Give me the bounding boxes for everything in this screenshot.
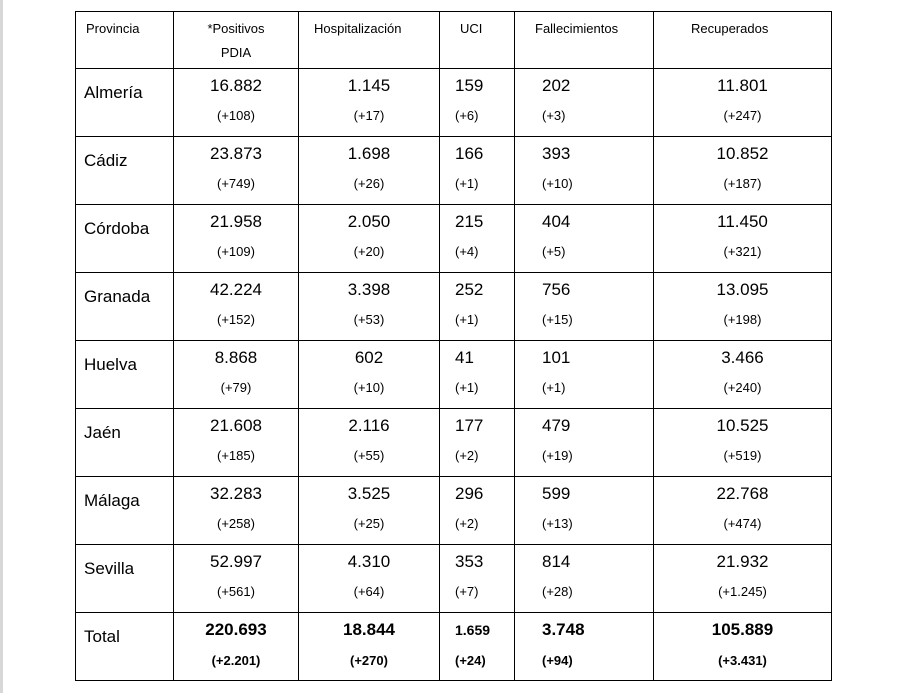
positivos-delta: (+749) xyxy=(217,176,255,191)
fallecimientos-cell xyxy=(515,477,654,545)
recuperados-value: 22.768 xyxy=(716,484,769,503)
provincia-cell xyxy=(76,341,174,409)
fallecimientos-delta: (+5) xyxy=(542,244,566,259)
header-positivos xyxy=(174,12,299,69)
provincia-cell xyxy=(76,137,174,205)
fallecimientos-cell xyxy=(515,69,654,137)
hospitalizacion-delta: (+55) xyxy=(353,448,385,463)
positivos-cell xyxy=(174,69,299,137)
provincia-name: Córdoba xyxy=(84,219,150,238)
provincia-cell xyxy=(76,409,174,477)
positivos-cell xyxy=(174,545,299,613)
uci-value: 215 xyxy=(455,212,484,231)
recuperados-delta: (+474) xyxy=(723,516,762,531)
hospitalizacion-delta: (+10) xyxy=(353,380,385,395)
positivos-cell xyxy=(174,137,299,205)
positivos-cell xyxy=(174,273,299,341)
positivos-value: 23.873 xyxy=(210,144,262,163)
positivos-delta: (+2.201) xyxy=(211,653,261,668)
table-body xyxy=(76,69,832,681)
recuperados-cell xyxy=(654,137,832,205)
table-row xyxy=(76,205,832,273)
uci-delta: (+2) xyxy=(455,448,479,463)
hospitalizacion-value: 2.050 xyxy=(347,212,391,231)
uci-value: 1.659 xyxy=(455,622,491,638)
positivos-cell xyxy=(174,477,299,545)
hospitalizacion-cell xyxy=(299,409,440,477)
provincia-name: Total xyxy=(84,627,120,646)
table-row xyxy=(76,409,832,477)
positivos-value: 16.882 xyxy=(210,76,262,95)
recuperados-cell xyxy=(654,273,832,341)
fallecimientos-value: 599 xyxy=(542,484,571,503)
provincia-name: Sevilla xyxy=(84,559,135,578)
recuperados-delta: (+3.431) xyxy=(718,653,767,668)
positivos-delta: (+79) xyxy=(220,380,252,395)
recuperados-cell xyxy=(654,613,832,681)
recuperados-value: 21.932 xyxy=(716,552,769,571)
fallecimientos-value: 756 xyxy=(542,280,571,299)
provincia-name: Jaén xyxy=(84,423,121,442)
fallecimientos-value: 814 xyxy=(542,552,571,571)
fallecimientos-value: 393 xyxy=(542,144,571,163)
hospitalizacion-delta: (+17) xyxy=(353,108,385,123)
uci-delta: (+6) xyxy=(455,108,479,123)
positivos-cell xyxy=(174,613,299,681)
header-provincia: Provincia xyxy=(76,12,174,69)
positivos-delta: (+109) xyxy=(217,244,255,259)
covid-province-table xyxy=(75,11,832,681)
hospitalizacion-delta: (+53) xyxy=(353,312,385,327)
uci-cell xyxy=(440,273,515,341)
table-row xyxy=(76,477,832,545)
fallecimientos-value: 101 xyxy=(542,348,571,367)
recuperados-value: 3.466 xyxy=(721,348,764,367)
page-edge-divider xyxy=(0,0,3,693)
fallecimientos-cell xyxy=(515,545,654,613)
positivos-cell xyxy=(174,409,299,477)
fallecimientos-delta: (+3) xyxy=(542,108,566,123)
positivos-cell xyxy=(174,205,299,273)
fallecimientos-delta: (+10) xyxy=(542,176,573,191)
fallecimientos-delta: (+15) xyxy=(542,312,573,327)
positivos-value: 32.283 xyxy=(210,484,262,503)
header-positivos-line2: PDIA xyxy=(220,45,252,60)
provincia-cell xyxy=(76,205,174,273)
uci-cell xyxy=(440,613,515,681)
table-row xyxy=(76,137,832,205)
recuperados-cell xyxy=(654,69,832,137)
hospitalizacion-cell xyxy=(299,205,440,273)
provincia-cell xyxy=(76,273,174,341)
uci-delta: (+24) xyxy=(455,653,486,668)
fallecimientos-delta: (+28) xyxy=(542,584,573,599)
positivos-delta: (+185) xyxy=(217,448,255,463)
table-row xyxy=(76,341,832,409)
positivos-value: 21.958 xyxy=(210,212,262,231)
hospitalizacion-value: 602 xyxy=(354,348,384,367)
hospitalizacion-cell xyxy=(299,613,440,681)
total-row xyxy=(76,613,832,681)
uci-cell xyxy=(440,409,515,477)
hospitalizacion-cell xyxy=(299,273,440,341)
fallecimientos-cell xyxy=(515,341,654,409)
table-row xyxy=(76,545,832,613)
hospitalizacion-cell xyxy=(299,477,440,545)
recuperados-delta: (+198) xyxy=(723,312,762,327)
provincia-cell xyxy=(76,613,174,681)
fallecimientos-cell xyxy=(515,273,654,341)
hospitalizacion-value: 2.116 xyxy=(348,416,390,435)
hospitalizacion-delta: (+64) xyxy=(353,584,385,599)
fallecimientos-delta: (+13) xyxy=(542,516,573,531)
fallecimientos-value: 202 xyxy=(542,76,571,95)
recuperados-delta: (+519) xyxy=(723,448,762,463)
hospitalizacion-value: 3.525 xyxy=(347,484,391,503)
positivos-delta: (+152) xyxy=(217,312,255,327)
recuperados-delta: (+247) xyxy=(723,108,762,123)
uci-cell xyxy=(440,477,515,545)
uci-value: 41 xyxy=(455,348,474,367)
uci-value: 166 xyxy=(455,144,484,163)
header-fallecimientos: Fallecimientos xyxy=(515,12,654,69)
hospitalizacion-delta: (+25) xyxy=(353,516,385,531)
uci-cell xyxy=(440,69,515,137)
uci-cell xyxy=(440,137,515,205)
recuperados-value: 11.801 xyxy=(717,76,768,95)
uci-value: 159 xyxy=(455,76,484,95)
positivos-value: 220.693 xyxy=(205,620,267,639)
recuperados-value: 105.889 xyxy=(711,620,774,639)
fallecimientos-cell xyxy=(515,205,654,273)
table-header-row xyxy=(76,12,832,69)
table-row xyxy=(76,69,832,137)
header-uci: UCI xyxy=(440,12,515,69)
recuperados-delta: (+187) xyxy=(723,176,762,191)
uci-cell xyxy=(440,545,515,613)
hospitalizacion-value: 4.310 xyxy=(347,552,391,571)
table-row xyxy=(76,273,832,341)
hospitalizacion-cell xyxy=(299,69,440,137)
uci-delta: (+7) xyxy=(455,584,479,599)
fallecimientos-delta: (+19) xyxy=(542,448,573,463)
provincia-name: Almería xyxy=(84,83,143,102)
hospitalizacion-delta: (+26) xyxy=(353,176,385,191)
fallecimientos-value: 3.748 xyxy=(542,620,585,639)
hospitalizacion-delta: (+270) xyxy=(350,653,388,668)
fallecimientos-cell xyxy=(515,137,654,205)
hospitalizacion-cell xyxy=(299,137,440,205)
recuperados-cell xyxy=(654,205,832,273)
positivos-value: 21.608 xyxy=(210,416,262,435)
uci-cell xyxy=(440,341,515,409)
header-hospitalizacion: Hospitalización xyxy=(299,12,440,69)
recuperados-delta: (+321) xyxy=(723,244,762,259)
provincia-cell xyxy=(76,545,174,613)
provincia-name: Granada xyxy=(84,287,151,306)
uci-value: 296 xyxy=(455,484,484,503)
recuperados-delta: (+240) xyxy=(723,380,762,395)
positivos-value: 42.224 xyxy=(210,280,262,299)
provincia-cell xyxy=(76,69,174,137)
fallecimientos-delta: (+1) xyxy=(542,380,566,395)
uci-delta: (+4) xyxy=(455,244,479,259)
recuperados-cell xyxy=(654,341,832,409)
fallecimientos-delta: (+94) xyxy=(542,653,573,668)
header-recuperados: Recuperados xyxy=(654,12,832,69)
provincia-name: Huelva xyxy=(84,355,137,374)
hospitalizacion-value: 18.844 xyxy=(343,620,395,639)
uci-delta: (+1) xyxy=(455,176,479,191)
uci-delta: (+1) xyxy=(455,380,479,395)
recuperados-cell xyxy=(654,409,832,477)
uci-value: 353 xyxy=(455,552,484,571)
header-positivos-line1: *Positivos xyxy=(207,21,265,36)
uci-value: 177 xyxy=(455,416,484,435)
hospitalizacion-value: 1.698 xyxy=(347,144,391,163)
fallecimientos-cell xyxy=(515,613,654,681)
positivos-delta: (+258) xyxy=(217,516,255,531)
positivos-value: 52.997 xyxy=(210,552,262,571)
hospitalizacion-cell xyxy=(299,341,440,409)
fallecimientos-cell xyxy=(515,409,654,477)
hospitalizacion-cell xyxy=(299,545,440,613)
uci-delta: (+2) xyxy=(455,516,479,531)
fallecimientos-value: 479 xyxy=(542,416,571,435)
positivos-value: 8.868 xyxy=(214,348,258,367)
uci-cell xyxy=(440,205,515,273)
positivos-cell xyxy=(174,341,299,409)
positivos-delta: (+561) xyxy=(217,584,255,599)
provincia-name: Málaga xyxy=(84,491,140,510)
hospitalizacion-value: 1.145 xyxy=(347,76,391,95)
hospitalizacion-delta: (+20) xyxy=(353,244,385,259)
uci-value: 252 xyxy=(455,280,484,299)
hospitalizacion-value: 3.398 xyxy=(347,280,391,299)
provincia-cell xyxy=(76,477,174,545)
recuperados-value: 10.852 xyxy=(716,144,769,163)
recuperados-value: 13.095 xyxy=(716,280,769,299)
positivos-delta: (+108) xyxy=(217,108,255,123)
uci-delta: (+1) xyxy=(455,312,479,327)
recuperados-delta: (+1.245) xyxy=(718,584,767,599)
recuperados-value: 11.450 xyxy=(717,212,768,231)
recuperados-value: 10.525 xyxy=(716,416,769,435)
recuperados-cell xyxy=(654,545,832,613)
fallecimientos-value: 404 xyxy=(542,212,571,231)
provincia-name: Cádiz xyxy=(84,151,128,170)
recuperados-cell xyxy=(654,477,832,545)
